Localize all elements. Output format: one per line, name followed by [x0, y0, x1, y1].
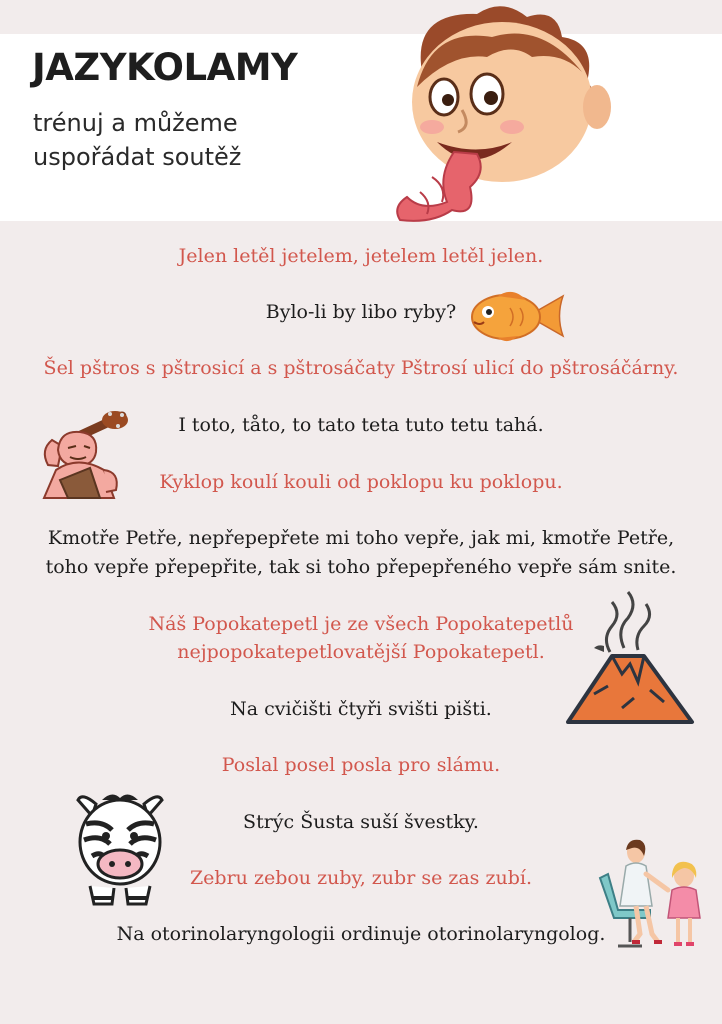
twister-line: Náš Popokatepetl je ze všech Popokatepetlů	[148, 613, 574, 635]
goldfish-icon	[468, 290, 568, 342]
twister-line: toho vepře přepepřite, tak si toho přepepřeného vepře sám snite.	[45, 556, 677, 578]
twister-line: nejpopokatepetlovatější Popokatepetl.	[177, 641, 545, 663]
twister-line: Jelen letěl jetelem, jetelem letěl jelen.	[178, 245, 544, 267]
twister-line: Kyklop koulí kouli od poklopu ku poklopu.	[159, 471, 563, 493]
twister-line: Strýc Šusta suší švestky.	[243, 811, 479, 833]
twister-line: I toto, tåto, to tato teta tuto tetu tahá.	[178, 414, 544, 436]
twister-line: Na cvičišti čtyři svišti pišti.	[230, 698, 492, 720]
page-subtitle	[33, 106, 241, 174]
twister-line: Šel pštros s pštrosicí a s pštrosáčaty Pštrosí ulicí do pštrosáčárny.	[43, 357, 679, 379]
subtitle-line-2: uspořádat soutěž	[33, 143, 242, 171]
twister-line: Bylo-li by libo ryby?	[265, 301, 457, 323]
boy-tongue-icon	[392, 2, 622, 224]
twister-line: Zebru zebou zuby, zubr se zas zubí.	[189, 867, 533, 889]
page-title: JAZYKOLAMY	[32, 46, 298, 89]
twister-line: Poslal posel posla pro slámu.	[221, 754, 501, 776]
twister-line: Kmotře Petře, nepřepepřete mi toho vepře, jak mi, kmotře Petře,	[47, 527, 675, 549]
subtitle-line-1: trénuj a můžeme	[33, 109, 238, 137]
twister-line: Na otorinolaryngologii ordinuje otorinolaryngolog.	[116, 923, 606, 945]
